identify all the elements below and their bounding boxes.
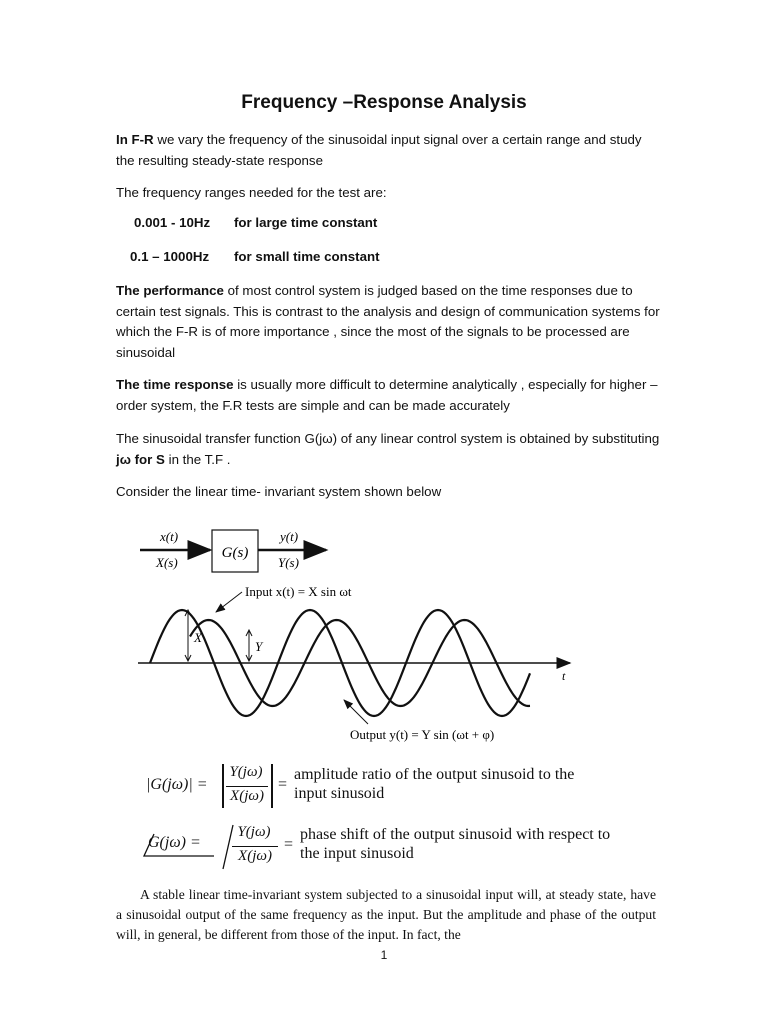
- equation-magnitude-equals: =: [278, 776, 288, 793]
- paragraph-intro-lead: In F-R: [116, 132, 154, 147]
- amplitude-x-label: X: [194, 630, 202, 645]
- output-signal-label: Output y(t) = Y sin (ωt + φ): [350, 727, 495, 742]
- system-response-figure: [130, 518, 590, 750]
- output-time-label: y(t): [280, 529, 299, 544]
- range-2-value: 0.1 – 1000Hz: [130, 249, 210, 264]
- paragraph-consider: Consider the linear time- invariant system shown below: [116, 484, 442, 499]
- equation-phase-lhs: G(jω) =: [148, 834, 201, 851]
- paragraph-time-response-text: is usually more difficult to determine analytically , especially for higher – order system, the F.R tests are simple and can be made accurately: [116, 377, 658, 413]
- range-1-desc: for large time constant: [234, 215, 378, 230]
- paragraph-tf-text-a: The sinusoidal transfer function G(jω) of any linear control system is obtained by substituting: [116, 431, 660, 446]
- output-label-pointer: [344, 700, 368, 724]
- paragraph-performance: [116, 281, 661, 363]
- block-label: G(s): [221, 545, 249, 561]
- equation-phase-equals: =: [284, 836, 294, 853]
- amplitude-y-label: Y: [255, 639, 263, 654]
- equation-magnitude-desc-1: amplitude ratio of the output sinusoid to the: [294, 766, 575, 783]
- equation-magnitude-lhs: |G(jω)| =: [146, 776, 208, 793]
- paragraph-intro-text: we vary the frequency of the sinusoidal input signal over a certain range and study the resulting steady-state response: [116, 132, 642, 168]
- input-laplace-label: X(s): [156, 555, 178, 570]
- output-laplace-label: Y(s): [278, 555, 299, 570]
- input-signal-label: Input x(t) = X sin ωt: [245, 584, 352, 599]
- page-title: Frequency –Response Analysis: [241, 92, 527, 113]
- input-time-label: x(t): [160, 529, 179, 544]
- equation-magnitude: [136, 764, 676, 812]
- range-1-value: 0.001 - 10Hz: [134, 215, 211, 230]
- equation-magnitude-num: Y(jω): [229, 764, 263, 780]
- equation-phase-fraction-line: [232, 846, 278, 847]
- paragraph-time-response-lead: The time response: [116, 377, 234, 392]
- paragraph-intro: [116, 130, 661, 171]
- paragraph-transfer-function: [116, 429, 661, 470]
- range-2-desc: for small time constant: [234, 249, 380, 264]
- paragraph-stable-system: A stable linear time-invariant system subjected to a sinusoidal input will, at steady state, have a sinusoidal output of the same frequency as the input. But the amplitude and phase of the output will, in general, be different from those of the input. In fact, the: [116, 887, 656, 942]
- equation-phase-desc-2: the input sinusoid: [300, 845, 414, 862]
- time-axis-label: t: [562, 669, 566, 683]
- equation-magnitude-desc-2: input sinusoid: [294, 785, 385, 802]
- paragraph-ranges-intro: The frequency ranges needed for the test are:: [116, 185, 387, 200]
- input-label-pointer: [216, 592, 242, 612]
- paragraph-performance-text: of most control system is judged based on the time responses due to certain test signals. This is contrast to the analysis and design of communication systems for which the F-R is of more importance , since the most of the signals to be processed are sinusoidal: [116, 283, 660, 360]
- equation-phase-desc-1: phase shift of the output sinusoid with respect to: [300, 826, 611, 843]
- equation-phase-num: Y(jω): [237, 824, 271, 840]
- equation-phase-den: X(jω): [238, 848, 272, 864]
- equation-magnitude-bar-left: [222, 764, 224, 808]
- paragraph-tf-text-c: in the T.F .: [164, 451, 231, 467]
- paragraph-time-response: [116, 375, 661, 416]
- equation-magnitude-den: X(jω): [230, 788, 264, 804]
- equation-magnitude-fraction-line: [226, 786, 268, 787]
- equation-magnitude-bar-right: [271, 764, 273, 808]
- paragraph-performance-lead: The performance: [116, 283, 224, 298]
- page-number: 1: [380, 948, 388, 962]
- paragraph-tf-bold: jω for S: [116, 451, 165, 467]
- equation-phase: [136, 824, 676, 872]
